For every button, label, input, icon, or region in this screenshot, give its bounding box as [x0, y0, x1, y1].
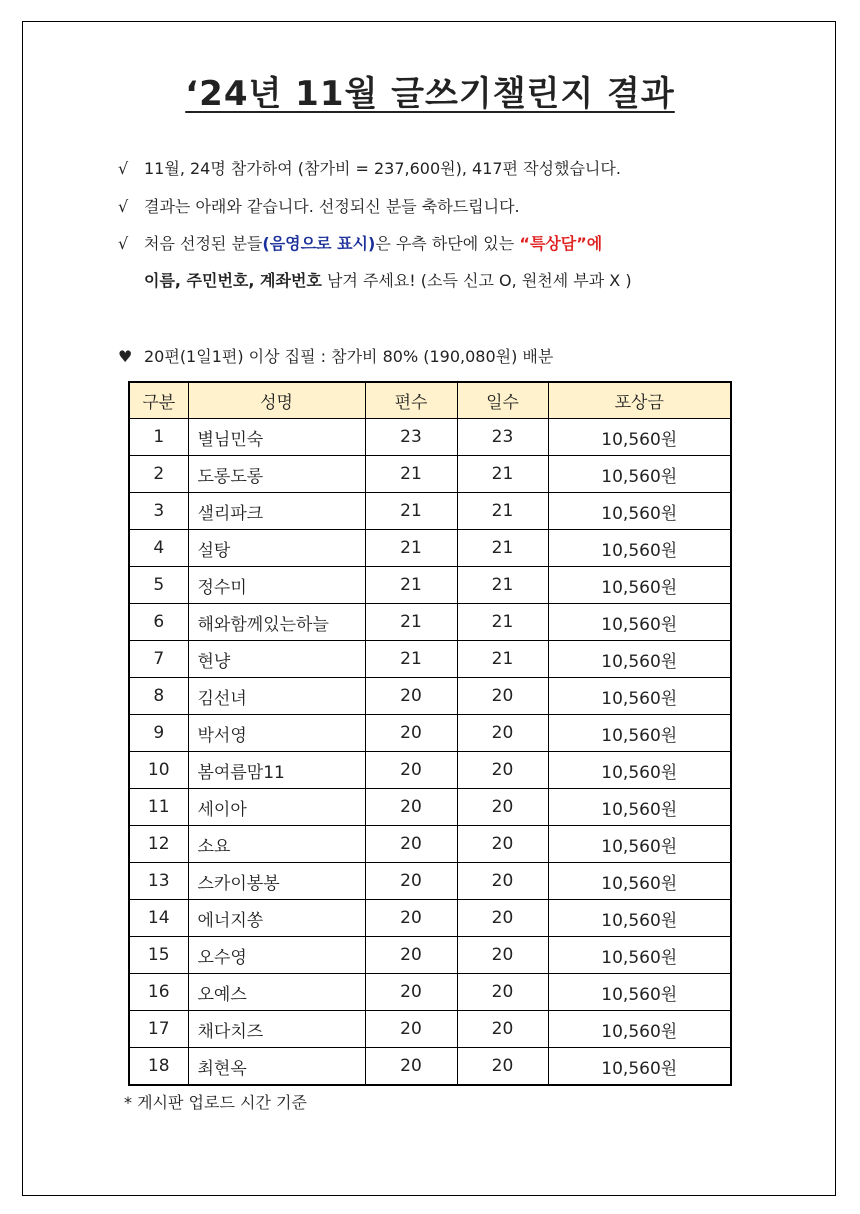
cell-prize: 10,560원 [548, 715, 731, 752]
cell-no: 11 [129, 789, 188, 826]
cell-days: 20 [457, 752, 548, 789]
cell-name: 샐리파크 [188, 493, 365, 530]
cell-name: 봄여름맘11 [188, 752, 365, 789]
cell-days: 20 [457, 1011, 548, 1048]
cell-no: 8 [129, 678, 188, 715]
table-row [129, 1011, 731, 1048]
cell-name: 스카이봉봉 [188, 863, 365, 900]
cell-posts: 21 [365, 456, 457, 493]
cell-no: 16 [129, 974, 188, 1011]
table-row [129, 530, 731, 567]
cell-days: 21 [457, 604, 548, 641]
cell-name: 에너지쏭 [188, 900, 365, 937]
cell-prize: 10,560원 [548, 1048, 731, 1086]
cell-no: 2 [129, 456, 188, 493]
note-text-4: 남겨 주세요! (소득 신고 O, 원천세 부과 X ) [321, 271, 632, 290]
cell-prize: 10,560원 [548, 974, 731, 1011]
cell-name: 도롱도롱 [188, 456, 365, 493]
table-row [129, 641, 731, 678]
cell-name: 현냥 [188, 641, 365, 678]
table-row [129, 900, 731, 937]
cell-posts: 20 [365, 752, 457, 789]
table-row [129, 826, 731, 863]
cell-prize: 10,560원 [548, 863, 731, 900]
table-row [129, 715, 731, 752]
cell-days: 21 [457, 567, 548, 604]
note-line-3 [118, 231, 602, 254]
cell-posts: 20 [365, 974, 457, 1011]
table-row [129, 974, 731, 1011]
table-row [129, 604, 731, 641]
note-text-1: 11월, 24명 참가하여 (참가비 = 237,600원), 417편 작성했습니다. [144, 159, 621, 178]
cell-prize: 10,560원 [548, 493, 731, 530]
cell-no: 5 [129, 567, 188, 604]
cell-days: 21 [457, 530, 548, 567]
cell-name: 채다치즈 [188, 1011, 365, 1048]
special-board-note: “특상담”에 [519, 234, 603, 253]
heart-icon: ♥ [118, 347, 133, 366]
required-info: 이름, 주민번호, 계좌번호 [144, 271, 322, 290]
header-posts: 편수 [365, 382, 457, 419]
cell-prize: 10,560원 [548, 678, 731, 715]
cell-posts: 21 [365, 604, 457, 641]
cell-days: 21 [457, 641, 548, 678]
page-title: ‘24년 11월 글쓰기챌린지 결과 [185, 74, 675, 114]
cell-days: 20 [457, 1048, 548, 1086]
cell-no: 3 [129, 493, 188, 530]
cell-posts: 21 [365, 493, 457, 530]
table-row [129, 456, 731, 493]
cell-posts: 20 [365, 789, 457, 826]
cell-days: 20 [457, 900, 548, 937]
cell-days: 20 [457, 937, 548, 974]
cell-posts: 20 [365, 900, 457, 937]
section-text: 20편(1일1편) 이상 집필 : 참가비 80% (190,080원) 배분 [144, 347, 554, 366]
cell-posts: 20 [365, 826, 457, 863]
header-prize: 포상금 [548, 382, 731, 419]
check-icon: √ [118, 197, 129, 216]
cell-name: 김선녀 [188, 678, 365, 715]
cell-no: 14 [129, 900, 188, 937]
note-line-4 [144, 268, 632, 291]
cell-name: 정수미 [188, 567, 365, 604]
header-no: 구분 [129, 382, 188, 419]
cell-name: 최현옥 [188, 1048, 365, 1086]
cell-name: 박서영 [188, 715, 365, 752]
cell-days: 21 [457, 493, 548, 530]
cell-posts: 20 [365, 937, 457, 974]
cell-name: 해와함께있는하늘 [188, 604, 365, 641]
note-text-3b: 은 우측 하단에 있는 [375, 234, 520, 253]
cell-no: 13 [129, 863, 188, 900]
cell-posts: 21 [365, 567, 457, 604]
cell-no: 15 [129, 937, 188, 974]
cell-prize: 10,560원 [548, 826, 731, 863]
cell-no: 12 [129, 826, 188, 863]
cell-days: 21 [457, 456, 548, 493]
note-line-1 [118, 156, 621, 179]
results-table [128, 381, 732, 1086]
cell-prize: 10,560원 [548, 900, 731, 937]
cell-no: 6 [129, 604, 188, 641]
cell-prize: 10,560원 [548, 604, 731, 641]
cell-days: 20 [457, 678, 548, 715]
cell-days: 20 [457, 715, 548, 752]
table-row [129, 1048, 731, 1086]
cell-posts: 23 [365, 419, 457, 456]
cell-days: 20 [457, 974, 548, 1011]
cell-days: 20 [457, 789, 548, 826]
table-row [129, 789, 731, 826]
shading-note: (음영으로 표시) [262, 234, 376, 253]
cell-posts: 21 [365, 641, 457, 678]
cell-posts: 21 [365, 530, 457, 567]
cell-prize: 10,560원 [548, 567, 731, 604]
table-row [129, 419, 731, 456]
cell-no: 10 [129, 752, 188, 789]
table-row [129, 493, 731, 530]
cell-prize: 10,560원 [548, 530, 731, 567]
cell-no: 17 [129, 1011, 188, 1048]
table-row [129, 678, 731, 715]
cell-name: 별님민숙 [188, 419, 365, 456]
header-name: 성명 [188, 382, 365, 419]
cell-posts: 20 [365, 1011, 457, 1048]
cell-name: 소요 [188, 826, 365, 863]
cell-days: 23 [457, 419, 548, 456]
check-icon: √ [118, 159, 129, 178]
cell-name: 설탕 [188, 530, 365, 567]
table-row [129, 937, 731, 974]
section-heading [118, 344, 553, 367]
cell-no: 18 [129, 1048, 188, 1086]
cell-prize: 10,560원 [548, 1011, 731, 1048]
cell-prize: 10,560원 [548, 752, 731, 789]
cell-posts: 20 [365, 1048, 457, 1086]
cell-no: 7 [129, 641, 188, 678]
check-icon: √ [118, 234, 129, 253]
table-header-row [129, 382, 731, 419]
note-text-2: 결과는 아래와 같습니다. 선정되신 분들 축하드립니다. [144, 197, 520, 216]
cell-name: 세이아 [188, 789, 365, 826]
table-row [129, 863, 731, 900]
note-line-2 [118, 194, 520, 217]
footnote: * 게시판 업로드 시간 기준 [124, 1093, 307, 1112]
cell-no: 9 [129, 715, 188, 752]
table-row [129, 752, 731, 789]
cell-name: 오수영 [188, 937, 365, 974]
cell-prize: 10,560원 [548, 456, 731, 493]
cell-posts: 20 [365, 715, 457, 752]
table-row [129, 567, 731, 604]
cell-days: 20 [457, 863, 548, 900]
cell-days: 20 [457, 826, 548, 863]
cell-posts: 20 [365, 863, 457, 900]
cell-posts: 20 [365, 678, 457, 715]
header-days: 일수 [457, 382, 548, 419]
cell-prize: 10,560원 [548, 419, 731, 456]
cell-name: 오예스 [188, 974, 365, 1011]
cell-prize: 10,560원 [548, 937, 731, 974]
cell-prize: 10,560원 [548, 789, 731, 826]
note-text-3a: 처음 선정된 분들 [144, 234, 263, 253]
cell-no: 1 [129, 419, 188, 456]
cell-prize: 10,560원 [548, 641, 731, 678]
cell-no: 4 [129, 530, 188, 567]
